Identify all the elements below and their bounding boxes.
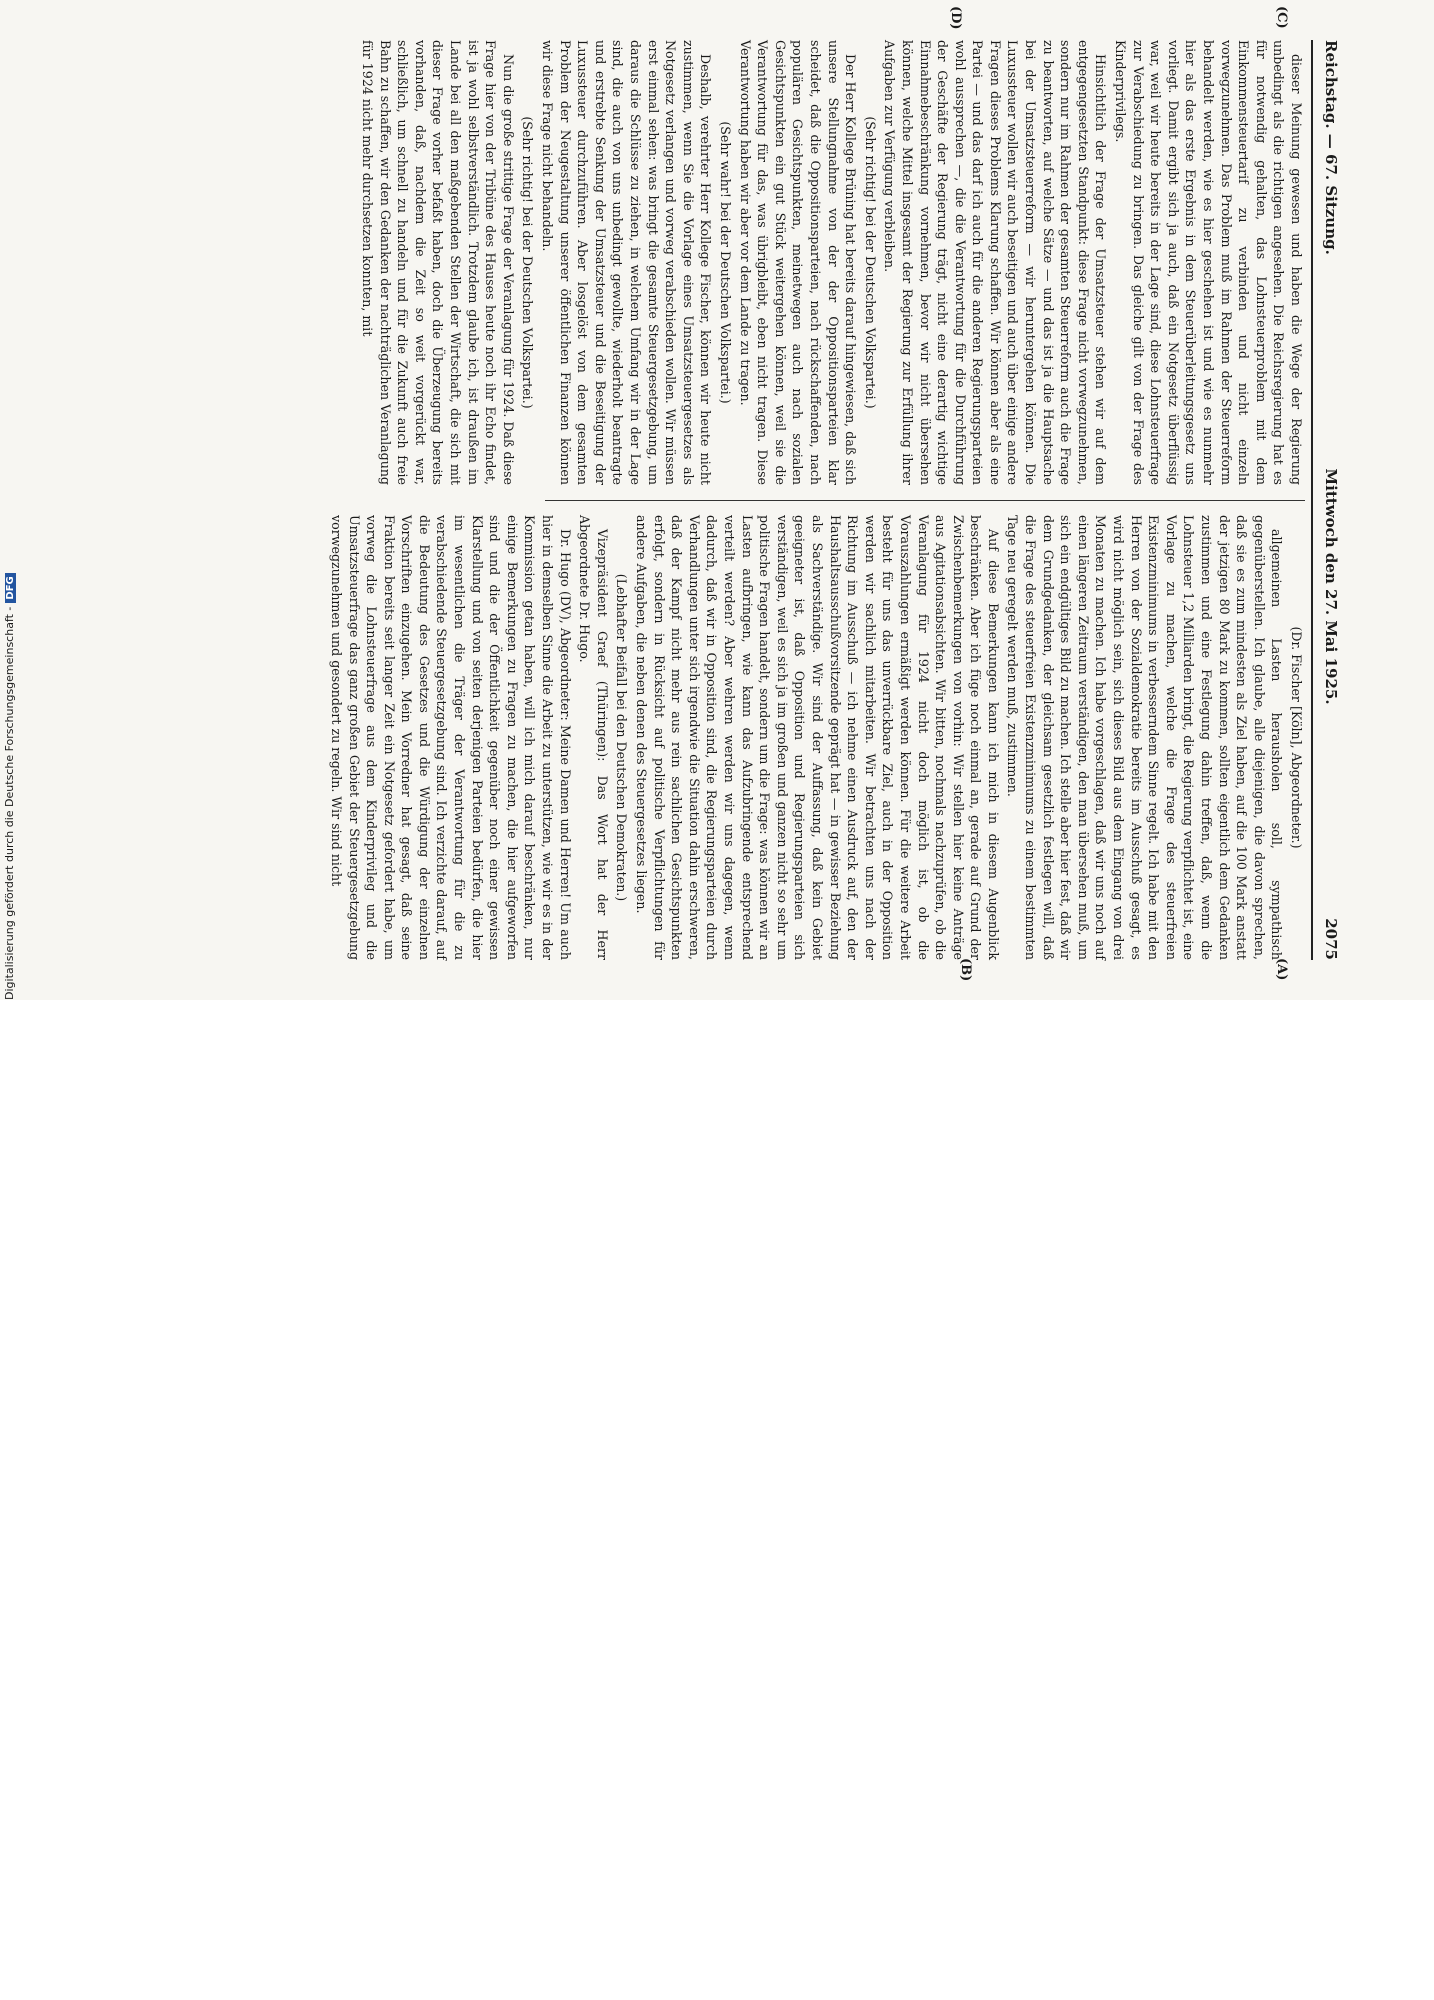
paragraph: allgemeinen Lasten herausholen soll, sympathisch gegenüberstellen. Ich glaube, alle diejenigen, die davon sprechen, daß sie es zum mindesten als Ziel haben, auf die 100 Mark anstatt der jetzigen 80 Mark zu kommen, sollten eigentlich dem Gedanken zustimmen und eine Festlegung dahin treffen, daß, wenn die Lohnsteuer 1,2 Milliarden bringt, die Regierung verpflichtet ist, eine Vorlage zu machen, welche die Frage des steuerfreien Existenzminimums in verbesserndem Sinne regelt. Ich habe mit den Herren von der Sozialdemokratie bereits im Ausschuß gesagt, es wird nicht möglich sein, sich dieses Bild aus dem Eingang von drei Monaten zu machen. Ich habe vorgeschlagen, daß wir uns noch auf einen längeren Zeitraum verständigen, den man übersehen muß, um sich ein endgültiges Bild zu machen. Ich stelle aber hier fest, daß wir dem Grundgedanken, der gleichsam gesetzlich festlegen will, daß die Frage des steuerfreien Existenzminimums zu einem bestimmten Tage neu geregelt werden muß, zustimmen. bbox=[1005, 515, 1285, 960]
paragraph: Vizepräsident Graef (Thüringen): Das Wort hat der Herr Abgeordnete Dr. Hugo. bbox=[577, 515, 610, 960]
speaker-line: (Dr. Fischer [Köln], Abgeordneter.) bbox=[1289, 626, 1304, 849]
header-date: Mittwoch den 27. Mai 1925. bbox=[1322, 468, 1340, 705]
page-number: 2075 bbox=[1322, 918, 1340, 960]
applause-note: (Lebhafter Beifall bei den Deutschen Demokraten.) bbox=[614, 573, 630, 902]
column-divider bbox=[545, 500, 1305, 501]
margin-mark-d: (D) bbox=[948, 6, 963, 30]
paragraph: dieser Meinung gewesen und haben die Wege der Regierung unbedingt als die richtigen angesehen. Die Reichsregierung hat es für notwendig gehalten, das Lohnsteuerproblem mit dem Einkommensteuertarif zu verbinden und nicht einzeln vorwegzunehmen. Das Problem muß im Rahmen der Steuerreform behandelt werden, wie es hier geschehen ist und wie es nunmehr hier als das erste Ergebnis in dem Steuerüberleitungsgesetz uns vorliegt. Damit ergibt sich ja auch, daß ein Notgesetz überflüssig war, weil wir heute bereits in der Lage sind, diese Lohnsteuerfrage zur Verabschiedung zu bringen. Das gleiche gilt von der Frage des Kinderprivilegs. bbox=[1113, 40, 1304, 485]
margin-mark-c: (C) bbox=[1274, 6, 1289, 29]
right-column bbox=[357, 40, 1305, 485]
digitization-credit bbox=[3, 576, 25, 2000]
paragraph: Dr. Hugo (DV), Abgeordneter: Meine Damen und Herren! Um auch hier in demselben Sinne die Arbeit zu unterstützen, wie wir es in der Kommission getan haben, will ich mich darauf beschränken, nur einige Bemerkungen zu Fragen zu machen, die hier aufgeworfen sind und die der Öffentlichkeit gegenüber noch einer gewissen Klarstellung und von seiten derjenigen Parteien bedürfen, die hier im wesentlichen die Träger der Verantwortung für die zu verabschiedende Steuergesetzgebung sind. Ich verzichte darauf, auf die Bedeutung des Gesetzes und die Würdigung der einzelnen Vorschriften einzugehen. Mein Vorredner hat gesagt, daß seine Fraktion bereits seit langer Zeit ein Notgesetz gefordert habe, um vorweg die Lohnsteuerfrage aus dem Kinderprivileg und die Umsatzsteuerfrage das ganz großen Gebiet der Steuergesetzgebung vorwegzunehmen und gesondert zu regeln. Wir sind nicht bbox=[328, 515, 573, 960]
page-header bbox=[1317, 40, 1345, 960]
paragraph: Hinsichtlich der Frage der Umsatzsteuer stehen wir auf dem entgegengesetzten Standpunkt: diese Frage nicht vorwegzunehmen, sondern nur im Rahmen der gesamten Steuerreform auch die Frage zu beantworten, auf welche Sätze — und das ist ja die Hauptsache bei der Umsatzsteuerreform — wir heruntergehen können. Die Luxussteuer wollen wir auch beseitigen und auch über einige andere Fragen dieses Problems Klarung schaffen. Wir können aber als eine Partei — und das darf ich auch für die anderen Regierungsparteien wohl aussprechen —, die die Verantwortung für die Durchführung der Geschäfte der Regierung trägt, nicht eine derartig wichtige Einnahmebeschränkung vornehmen, bevor wir nicht übersehen können, welche Mittel insgesamt der Regierung zur Erfüllung ihrer Aufgaben zur Verfügung verbleiben. bbox=[882, 40, 1109, 485]
rotated-document-page bbox=[103, 0, 1353, 1000]
interjection-note: (Sehr wahr! bei der Deutschen Volkspartei.) bbox=[718, 121, 733, 404]
paragraph: Nun die große strittige Frage der Veranlagung für 1924. Daß diese Frage hier von der Tribüne des Hauses heute noch ihr Echo findet, ist ja wohl selbstverständlich. Trotzdem glaube ich, ist draußen im Lande bei all den maßgebenden Stellen der Wirtschaft, die sich mit dieser Frage vorher befaßt haben, doch die Überzeugung bereits vorhanden, daß, nachdem die Zeit so weit vorgerückt war, schließlich, um schnell zu handeln und für die Zukunft auch freie Bahn zu schaffen, wir den Gedanken der nachträglichen Veranlagung für 1924 nicht mehr durchsetzen konnten, mit bbox=[360, 40, 516, 485]
paragraph: Der Herr Kollege Brüning hat bereits darauf hingewiesen, daß sich unsere Stellungnahme von der der Oppositionsparteien klar scheidet, daß die Oppositionsparteien, nach rückschaffenden, nach populären Gesichtspunkten, meinetwegen auch nach sozialen Gesichtspunkten ein gut Stück weitergehen können, weil sie die Verantwortung für das, was übrigbleibt, eben nicht tragen. Diese Verantwortung haben wir aber vor dem Lande zu tragen. bbox=[737, 40, 859, 485]
dfg-logo: DFG bbox=[5, 573, 16, 602]
header-left: Reichstag. — 67. Sitzung. bbox=[1322, 40, 1340, 255]
margin-mark-a: (A) bbox=[1274, 958, 1289, 981]
margin-mark-b: (B) bbox=[958, 958, 973, 982]
interjection-note: (Sehr richtig! bei der Deutschen Volkspartei.) bbox=[520, 116, 536, 409]
interjection-note: (Sehr richtig! bei der Deutschen Volkspartei.) bbox=[862, 116, 878, 409]
paragraph: Deshalb, verehrter Herr Kollege Fischer, können wir heute nicht zustimmen, wenn Sie die Vorlage eines Umsatzsteuergesetzes als Notgesetz verlangen und vorweg verabschieden wollen. Wir müssen erst einmal sehen: was bringt die gesamte Steuergesetzgebung, um daraus die Schlüsse zu ziehen, in welchem Umfang wir in der Lage sind, die auch von uns unbedingt gewollte, wiederholt beantragte und erstrebte Senkung der Umsatzsteuer und die Beseitigung der Luxussteuer durchzuführen. Aber losgelöst von dem gesamten Problem der Neugestaltung unserer öffentlichen Finanzen können wir diese Frage nicht behandeln. bbox=[540, 40, 714, 485]
paragraph: Auf diese Bemerkungen kann ich mich in diesem Augenblick beschränken. Aber ich füge noch einmal an, gerade auf Grund der Zwischenbemerkungen von vorhin: Wir stellen hier keine Anträge aus Agitationsabsichten. Wir bitten, nochmals nachzuprüfen, ob die Veranlagung für 1924 nicht doch möglich ist, ob die Vorauszahlungen ermäßigt werden können. Für die weitere Arbeit besteht für uns das unverrückbare Ziel, auch in der Opposition werden wir sachlich mitarbeiten. Wir betrachten uns nach der Richtung im Ausschuß — ich nehme einen Ausdruck auf, den der Haushaltsausschußvorsitzende geprägt hat — in gewisser Beziehung als Sachverständige. Wir sind der Auffassung, daß kein Gebiet geeigneter ist, daß Opposition und Regierungsparteien sich verständigen, weil es sich ja im großen und ganzen nicht so sehr um politische Fragen handelt, sondern um die Frage: was können wir an Lasten aufbringen, wie kann das Aufzubringende entsprechend verteilt werden? Aber wehren werden wir uns dagegen, wenn dadurch, daß wir in Opposition sind, die Regierungsparteien durch Verhandlungen unter sich irgendwie die Situation dahin erschweren, daß der Kampf nicht mehr aus rein sachlichen Gesichtspunkten erfolgt, sondern in Rücksicht auf politische Verpflichtungen für andere Aufgaben, die neben denen des Steuergesetzes liegen. bbox=[634, 515, 1001, 960]
credit-text: Digitalisierung gefördert durch die Deutsche Forschungsgemeinschaft - bbox=[3, 606, 16, 1000]
left-column bbox=[325, 515, 1305, 960]
header-rule bbox=[1311, 40, 1313, 960]
